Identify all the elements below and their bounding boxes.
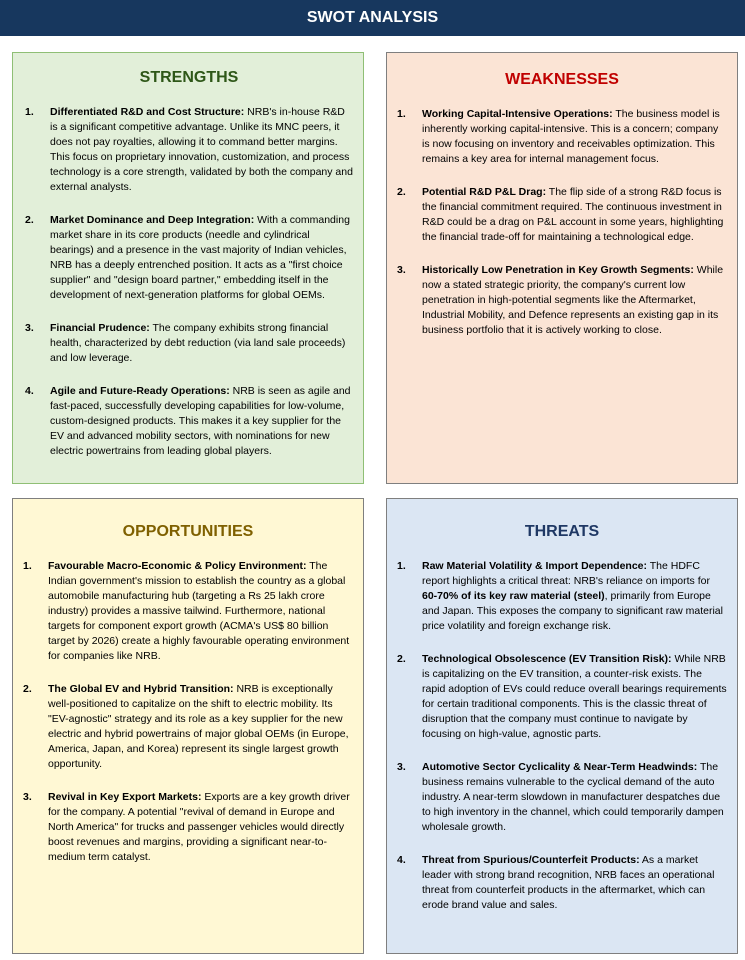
item-text: The company exhibits strong financial health, characterized by debt reduction (via land sale proceeds) and low leverage. [50, 322, 346, 364]
item-heading: Technological Obsolescence (EV Transition Risk): [422, 653, 672, 665]
item-heading: Revival in Key Export Markets: [48, 791, 202, 803]
weakness-item-3 [397, 263, 727, 338]
item-heading: Financial Prudence: [50, 322, 150, 334]
item-heading: Market Dominance and Deep Integration: [50, 214, 255, 226]
opportunity-item-1 [23, 559, 353, 664]
item-number: 4. [397, 854, 406, 866]
item-number: 3. [397, 761, 406, 773]
weaknesses-list [397, 107, 727, 338]
weakness-item-2 [397, 185, 727, 245]
item-number: 2. [25, 214, 34, 226]
item-text: NRB is exceptionally well-positioned to capitalize on the shift to electric mobility. Its "EV-agnostic" strategy and its role as a key supplier for the new electric and hybrid powertrains of major global OEMs (in Europe, America, Japan, and Korea) represent its single largest growth opportunity. [48, 683, 349, 770]
item-number: 1. [23, 560, 32, 572]
item-heading: Favourable Macro-Economic & Policy Environment: [48, 560, 307, 572]
item-text: , primarily from Europe and Japan. This exposes the company to significant raw material price volatility and foreign exchange risk. [422, 590, 723, 632]
strength-item-1 [25, 105, 353, 195]
item-text: The flip side of a strong R&D focus is the financial commitment required. The continuous investment in R&D could be a drag on P&L account in some years, highlighting the financial trade-off for maintaining a technological edge. [422, 186, 724, 243]
threats-list [397, 559, 727, 913]
page-title: SWOT ANALYSIS [0, 0, 745, 36]
threats-title: THREATS [524, 523, 600, 540]
item-text: As a market leader with strong brand recognition, NRB faces an operational threat from counterfeit products in the aftermarket, which can erode brand value and sales. [422, 854, 715, 911]
item-number: 4. [25, 385, 34, 397]
item-text-emphasis: 60-70% of its key raw material (steel) [422, 590, 605, 602]
item-text: The business model is inherently working capital-intensive. This is a concern; company is now focusing on inventory and receivables optimization. This remains a key area for internal management focus. [422, 108, 720, 165]
item-text: While NRB is capitalizing on the EV transition, a counter-risk exists. The rapid adoption of EVs could reduce overall bearings requirements for certain traditional components. This is the classic threat of disruption that the company must continue to navigate by focusing on high-value, agnostic parts. [422, 653, 727, 740]
item-text: The business remains vulnerable to the cyclical demand of the auto industry. A near-term slowdown in manufacturer despatches due to high inventory in the channel, which could temporarily dampen wholesale growth. [422, 761, 724, 833]
strength-item-4 [25, 384, 353, 459]
item-number: 3. [397, 264, 406, 276]
opportunities-panel [12, 498, 364, 954]
item-number: 3. [23, 791, 32, 803]
item-text: With a commanding market share in its core products (needle and cylindrical bearings) and a presence in the vast majority of Indian vehicles, NRB has a deeply entrenched position. It acts as a "first choice supplier" and "design board partner," embedding itself in the development of next-generation platforms for global OEMs. [50, 214, 350, 301]
item-number: 2. [397, 653, 406, 665]
item-text: While now a stated strategic priority, the company's current low penetration in high-potential segments like the Aftermarket, Industrial Mobility, and Defence represents an existing gap in its business portfolio that it is actively working to close. [422, 264, 724, 336]
item-text: The HDFC report highlights a critical threat: NRB's reliance on imports for [422, 560, 710, 587]
strength-item-3 [25, 321, 353, 366]
item-number: 1. [397, 560, 406, 572]
item-heading: Threat from Spurious/Counterfeit Products: [422, 854, 640, 866]
threat-item-4 [397, 853, 727, 913]
threats-panel [386, 498, 738, 954]
item-heading: Agile and Future-Ready Operations: [50, 385, 230, 397]
strengths-list [25, 105, 353, 459]
weakness-item-1 [397, 107, 727, 167]
item-number: 2. [23, 683, 32, 695]
opportunities-title: OPPORTUNITIES [122, 523, 254, 540]
weaknesses-title: WEAKNESSES [505, 71, 619, 88]
item-number: 1. [25, 106, 34, 118]
strengths-panel [12, 52, 364, 484]
threat-item-1 [397, 559, 727, 634]
item-heading: Differentiated R&D and Cost Structure: [50, 106, 245, 118]
item-heading: The Global EV and Hybrid Transition: [48, 683, 234, 695]
item-number: 3. [25, 322, 34, 334]
opportunity-item-2 [23, 682, 353, 772]
item-number: 1. [397, 108, 406, 120]
opportunities-list [23, 559, 353, 865]
item-heading: Potential R&D P&L Drag: [422, 186, 547, 198]
item-number: 2. [397, 186, 406, 198]
item-heading: Automotive Sector Cyclicality & Near-Term Headwinds: [422, 761, 698, 773]
strengths-title: STRENGTHS [139, 69, 239, 86]
weaknesses-panel [386, 52, 738, 484]
item-heading: Historically Low Penetration in Key Growth Segments: [422, 264, 694, 276]
item-text: The Indian government's mission to establish the country as a global automobile manufacturing hub (targeting a Rs 25 lakh crore industry) provides a massive tailwind. Furthermore, national targets for component export growth (ACMA's US$ 80 billion target by 2026) create a highly favourable operating environment for companies like NRB. [48, 560, 350, 662]
item-text: NRB's in-house R&D is a significant competitive advantage. Unlike its MNC peers, it does not pay royalties, allowing it to command better margins. This focus on proprietary innovation, customization, and process technology is a core strength, validated by both the company and external analysts. [50, 106, 353, 193]
threat-item-3 [397, 760, 727, 835]
item-text: NRB is seen as agile and fast-paced, successfully developing capabilities for low-volume, custom-designed products. This makes it a key supplier for the EV and advanced mobility sectors, with nominations for new electric powertrains from leading global players. [50, 385, 351, 457]
opportunity-item-3 [23, 790, 353, 865]
threat-item-2 [397, 652, 727, 742]
strength-item-2 [25, 213, 353, 303]
item-heading: Raw Material Volatility & Import Dependence: [422, 560, 648, 572]
item-heading: Working Capital-Intensive Operations: [422, 108, 613, 120]
item-text: Exports are a key growth driver for the company. A potential "revival of demand in Europe and North America" for trucks and passenger vehicles would directly boost revenues and margins, providing a significant near-to-medium term catalyst. [48, 791, 350, 863]
